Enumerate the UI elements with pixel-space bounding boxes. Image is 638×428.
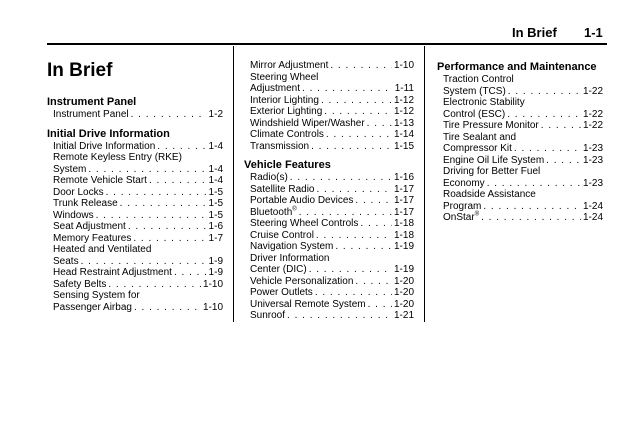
toc-entry-label: Tire Sealant and <box>443 131 517 143</box>
toc-entry[interactable]: Cruise Control . . . 1-18 <box>244 230 414 242</box>
toc-entry[interactable]: Vehicle Personalization . . . 1-20 <box>244 276 414 288</box>
toc-entry[interactable]: Initial Drive Information . . . 1-4 <box>47 141 223 153</box>
toc-entry[interactable]: System . . . 1-4 <box>47 164 223 176</box>
toc-entry-label: Steering Wheel <box>250 71 319 83</box>
toc-entry[interactable]: Universal Remote System . . . 1-20 <box>244 299 414 311</box>
toc-entry[interactable]: Exterior Lighting . . . 1-12 <box>244 106 414 118</box>
toc-entry[interactable]: Tire Pressure Monitor . . . 1-22 <box>437 120 603 132</box>
toc-entry-label: Traction Control <box>443 74 514 85</box>
toc-entry[interactable]: Compressor Kit . . . 1-23 <box>437 143 603 155</box>
toc-entry[interactable]: Passenger Airbag . . . 1-10 <box>47 302 223 314</box>
header-page-number: 1-1 <box>584 25 603 40</box>
toc-entry-label: Driver Information <box>250 252 330 264</box>
toc-entry[interactable]: Door Locks . . . 1-5 <box>47 187 223 199</box>
toc-entry[interactable]: Remote Vehicle Start . . . 1-4 <box>47 175 223 187</box>
toc-entry[interactable]: Engine Oil Life System . . . 1-23 <box>437 155 603 167</box>
toc-entry-label: Roadside Assistance <box>443 189 536 200</box>
toc-entry[interactable]: Mirror Adjustment . . . 1-10 <box>244 60 414 72</box>
header-title: In Brief <box>512 25 557 40</box>
toc-column-1 <box>47 58 223 313</box>
toc-entry-label: Electronic Stability <box>443 97 525 108</box>
toc-entry[interactable]: Safety Belts . . . 1-10 <box>47 279 223 291</box>
toc-entry[interactable]: System (TCS) . . . 1-22 <box>437 86 603 98</box>
toc-entry[interactable]: Steering Wheel Controls . . . 1-18 <box>244 218 414 230</box>
toc-column-2 <box>244 60 414 322</box>
toc-entry[interactable]: Portable Audio Devices . . . 1-17 <box>244 195 414 207</box>
toc-entry[interactable]: Radio(s) . . . 1-16 <box>244 172 414 184</box>
toc-entry[interactable]: Adjustment . . . 1-11 <box>244 83 414 95</box>
chapter-title: In Brief <box>47 60 113 81</box>
toc-entry[interactable]: Control (ESC) . . . 1-22 <box>437 109 603 121</box>
toc-entry[interactable]: Interior Lighting . . . 1-12 <box>244 95 414 107</box>
toc-column-3 <box>437 60 603 224</box>
section-heading: Vehicle Features <box>244 159 331 171</box>
toc-entry[interactable]: Memory Features . . . 1-7 <box>47 233 223 245</box>
toc-entry[interactable]: Seat Adjustment . . . 1-6 <box>47 221 223 233</box>
section-heading: Instrument Panel <box>47 96 137 108</box>
toc-entry[interactable]: Bluetooth® . . . 1-17 <box>244 207 414 219</box>
toc-entry-label: Remote Keyless Entry (RKE) <box>53 152 182 163</box>
toc-entry[interactable]: Satellite Radio . . . 1-17 <box>244 184 414 196</box>
toc-entry[interactable]: Economy . . . 1-23 <box>437 178 603 190</box>
page-header <box>0 0 638 46</box>
column-divider <box>233 46 234 322</box>
toc-entry[interactable]: OnStar® . . . 1-24 <box>437 212 603 224</box>
toc-entry-label: Driving for Better Fuel <box>443 166 541 177</box>
toc-entry[interactable]: Windshield Wiper/Washer . . . 1-13 <box>244 118 414 130</box>
column-divider <box>424 46 425 322</box>
toc-entry[interactable]: Instrument Panel . . . 1-2 <box>47 109 223 121</box>
toc-entry[interactable]: Transmission . . . 1-15 <box>244 141 414 153</box>
section-heading: Performance and Maintenance <box>437 61 597 73</box>
toc-entry[interactable]: Center (DIC) . . . 1-19 <box>244 264 414 276</box>
toc-entry[interactable]: Navigation System . . . 1-19 <box>244 241 414 253</box>
section-heading: Initial Drive Information <box>47 127 170 140</box>
toc-entry[interactable]: Sunroof . . . 1-21 <box>244 310 414 322</box>
toc-entry[interactable]: Power Outlets . . . 1-20 <box>244 287 414 299</box>
toc-entry-label: Sensing System for <box>53 290 140 301</box>
header-rule <box>47 43 607 45</box>
toc-entry[interactable]: Windows . . . 1-5 <box>47 210 223 222</box>
toc-entry-label: Heated and Ventilated <box>53 244 152 255</box>
toc-entry[interactable]: Climate Controls . . . 1-14 <box>244 129 414 141</box>
toc-entry[interactable]: Program . . . 1-24 <box>437 201 603 213</box>
toc-entry[interactable]: Head Restraint Adjustment . . . 1-9 <box>47 267 223 279</box>
toc-entry[interactable]: Seats . . . 1-9 <box>47 256 223 268</box>
toc-entry[interactable]: Trunk Release . . . 1-5 <box>47 198 223 210</box>
